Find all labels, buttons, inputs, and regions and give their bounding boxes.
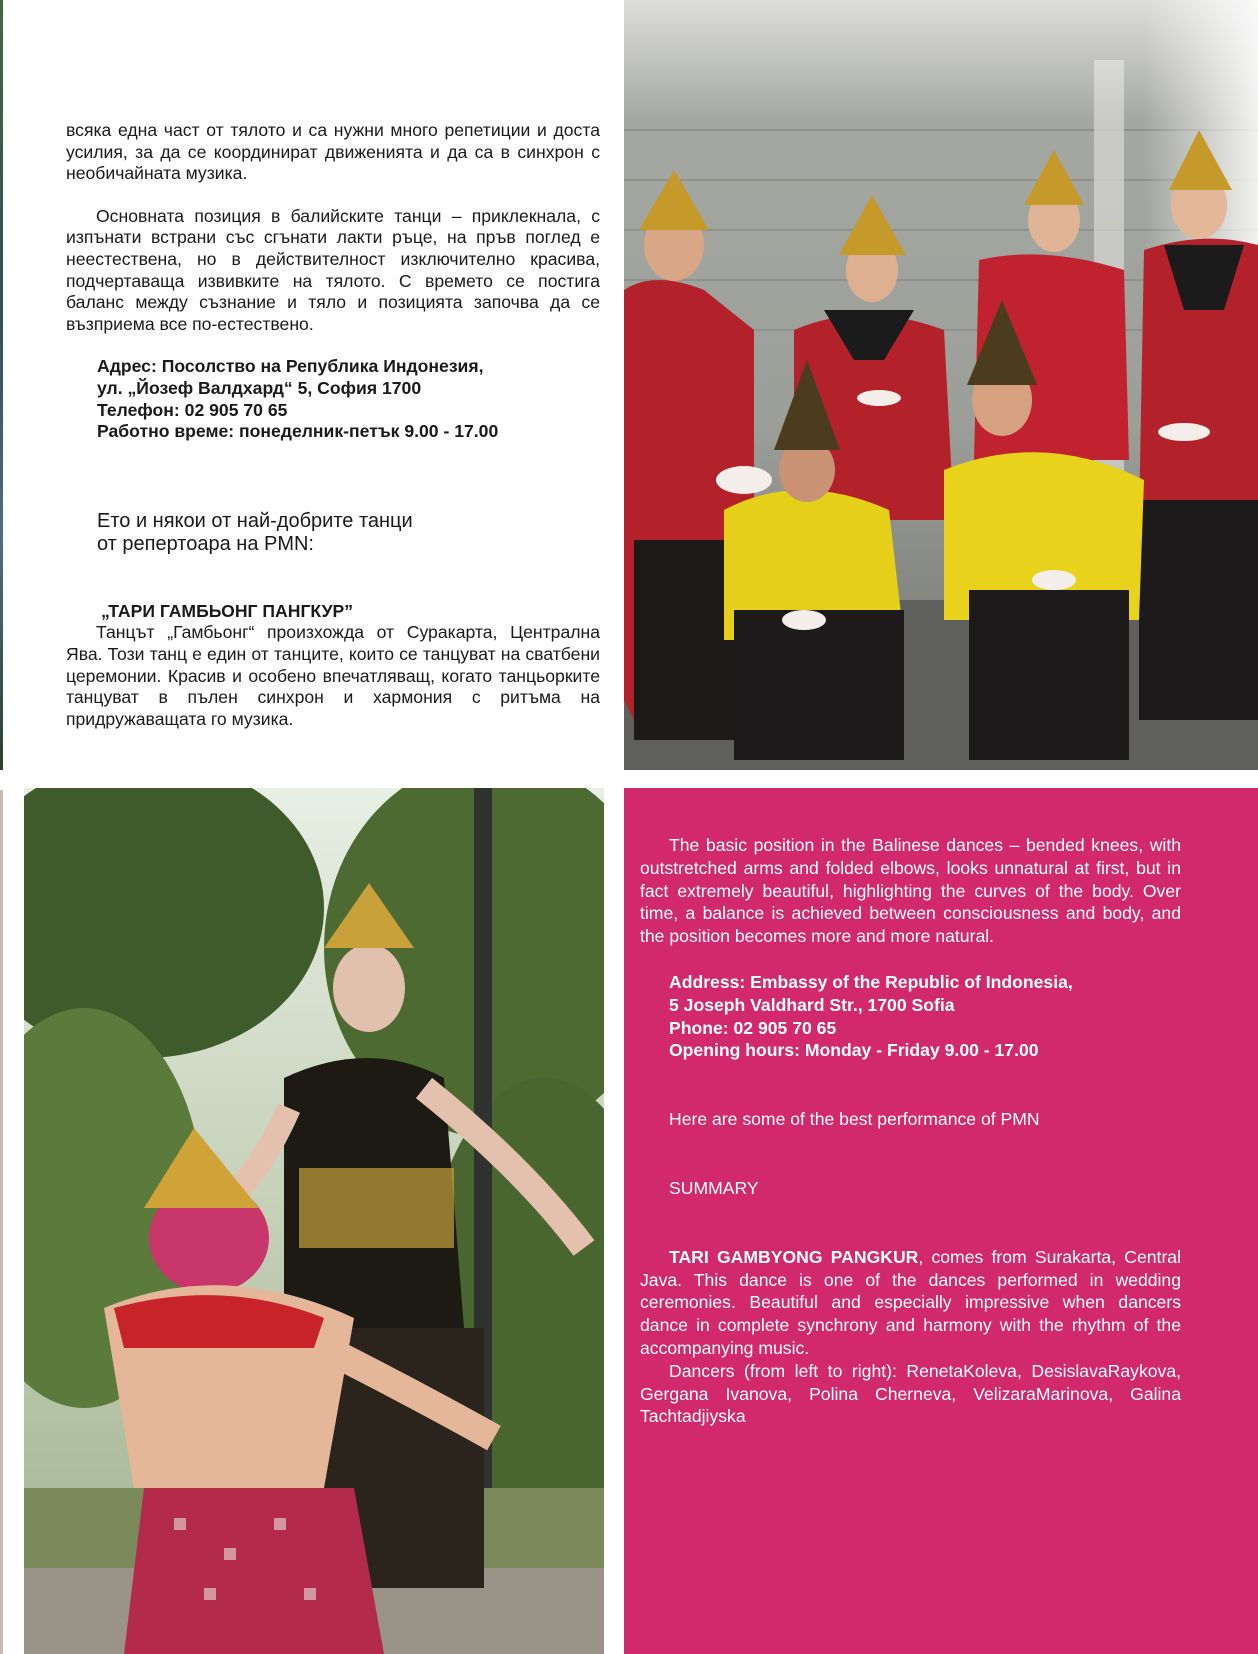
- bg-intro-line: от репертоара на PMN:: [97, 532, 314, 555]
- balinese-dancers-photo: [24, 788, 604, 1654]
- bg-embassy-address: [66, 356, 600, 442]
- english-text-column: [640, 834, 1181, 1428]
- dancers-group-photo: [624, 0, 1258, 770]
- en-summary-heading: SUMMARY: [669, 1177, 759, 1198]
- bg-hours-line: Работно време: понеделник-петък 9.00 - 17.00: [97, 421, 499, 442]
- en-intro-line: Here are some of the best performance of PMN: [669, 1109, 1040, 1130]
- left-edge-photo-strip-bottom: [0, 790, 3, 1654]
- en-phone-line: Phone: 02 905 70 65: [669, 1017, 837, 1038]
- bulgarian-text-column: [66, 120, 600, 730]
- bg-address-line: ул. „Йозеф Валдхард“ 5, София 1700: [97, 377, 422, 398]
- en-dance-description: [640, 1246, 1181, 1360]
- en-dance-name: TARI GAMBYONG PANGKUR: [669, 1246, 919, 1267]
- en-address-line: 5 Joseph Valdhard Str., 1700 Sofia: [669, 994, 955, 1015]
- bg-address-line: Адрес: Посолство на Република Индонезия,: [97, 356, 484, 377]
- en-embassy-address: [640, 971, 1181, 1062]
- bg-intro-line: Ето и някои от най-добрите танци: [97, 509, 413, 532]
- en-address-line: Address: Embassy of the Republic of Indonesia,: [669, 971, 1073, 992]
- bg-dance-title: „ТАРИ ГАМБЬОНГ ПАНГКУР”: [101, 600, 354, 621]
- bg-phone-line: Телефон: 02 905 70 65: [97, 399, 288, 420]
- en-hours-line: Opening hours: Monday - Friday 9.00 - 17.00: [669, 1040, 1039, 1061]
- en-dancers-list: Dancers (from left to right): RenetaKoleva, DesislavaRaykova, Gergana Ivanova, Polina Cherneva, VelizaraMarinova, Galina Tachtadjiyska: [640, 1360, 1181, 1427]
- english-text-panel: [624, 788, 1258, 1654]
- bg-dance-description: Танцът „Гамбьонг“ произхожда от Суракарта, Централна Ява. Този танц е един от танците, които се танцуват на сватбени церемонии. Красив и особено впечатляващ, когато танцьорките танцуват в пълен синхрон и хармония с ритъма на придружаващата го музика.: [66, 622, 600, 729]
- en-paragraph-basic-position: The basic position in the Balinese dances – bended knees, with outstretched arms and folded elbows, looks unnatural at first, but in fact extremely beautiful, highlighting the curves of the body. Over time, a balance is achieved between consciousness and body, and the position becomes more and more natural.: [640, 835, 1181, 947]
- bg-intro-heading: [66, 510, 600, 556]
- bg-paragraph-basic-position: Основната позиция в балийските танци – приклекнала, с изпънати встрани със сгънати лакти ръце, на пръв поглед е неестествена, но в действителност изключително красива, подчертаваща извивките на тялото. С времето се постига баланс между съзнание и тяло и позицията започва да се възприема все по-естествено.: [66, 205, 600, 334]
- en-dance-text: , comes from Surakarta, Central Java. This dance is one of the dances performed in wedding ceremonies. Beautiful and especially impressive when dancers dance in complete synchrony and harmony with the rhythm of the accompanying music.: [640, 1246, 1181, 1358]
- left-edge-photo-strip: [0, 0, 3, 770]
- bg-paragraph-continuation: всяка една част от тялото и са нужни много репетиции и доста усилия, за да се координират движенията и да са в синхрон с необичайната музика.: [66, 120, 600, 184]
